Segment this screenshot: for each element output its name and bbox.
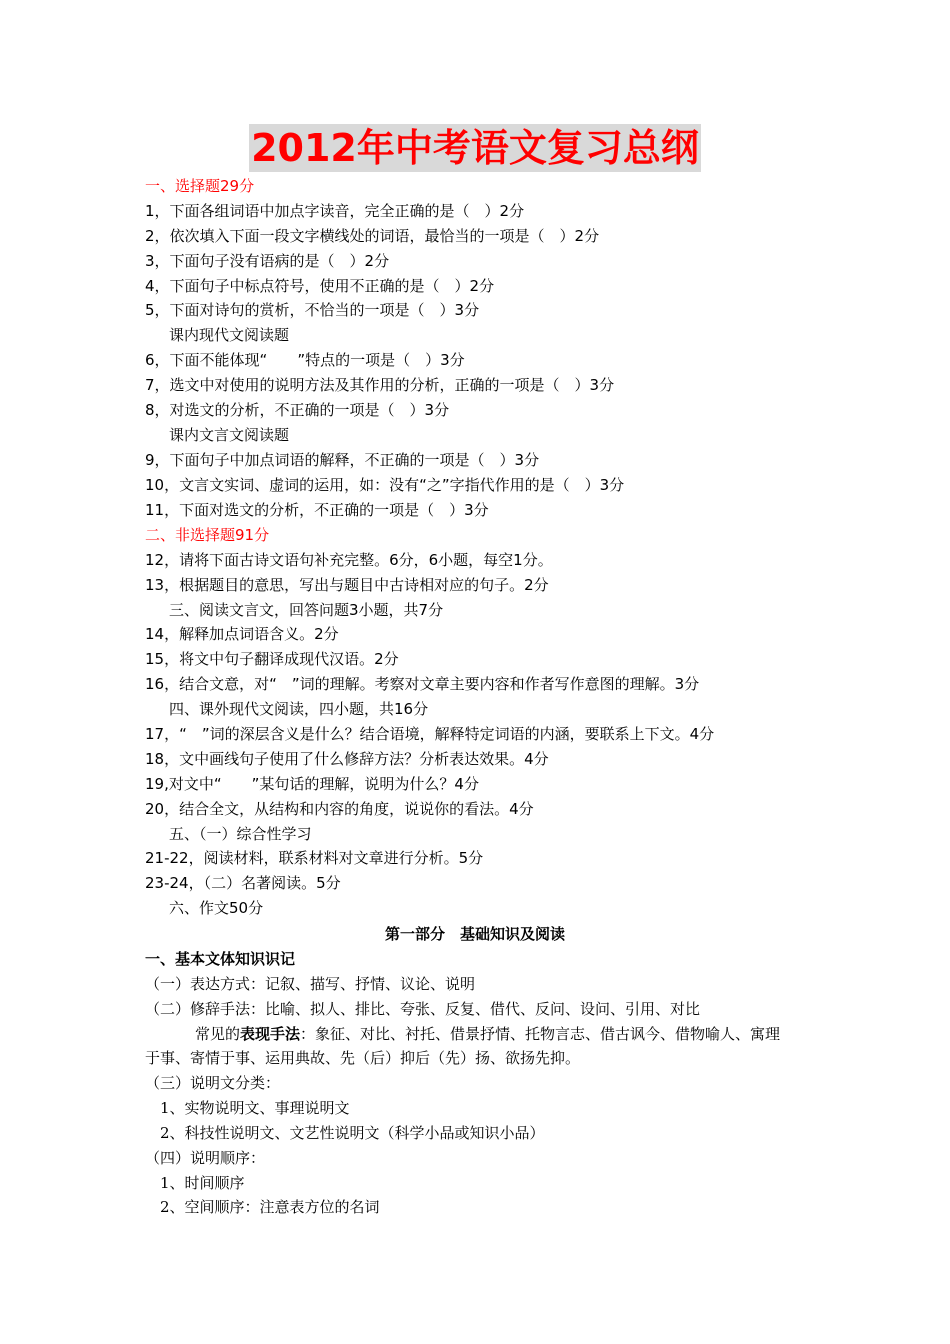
outline-line: 7，选文中对使用的说明方法及其作用的分析，正确的一项是（ ）3分 <box>145 376 615 394</box>
knowledge-line: 2、空间顺序：注意表方位的名词 <box>160 1198 380 1216</box>
knowledge-line: 于事、寄情于事、运用典故、先（后）抑后（先）扬、欲扬先抑。 <box>145 1049 581 1067</box>
outline-subheading: 六、作文50分 <box>169 899 264 917</box>
document-title: 2012年中考语文复习总纲 <box>251 126 699 170</box>
outline-line: 21-22，阅读材料，联系材料对文章进行分析。5分 <box>145 849 484 867</box>
outline-line: 18，文中画线句子使用了什么修辞方法？分析表达效果。4分 <box>145 750 549 768</box>
section-heading-choice: 一、选择题29分 <box>145 177 255 195</box>
outline-line: 16，结合文意，对“ ”词的理解。考察对文章主要内容和作者写作意图的理解。3分 <box>145 675 700 693</box>
outline-subheading: 五、（一）综合性学习 <box>169 825 312 843</box>
knowledge-line <box>195 1024 780 1044</box>
outline-line: 5，下面对诗句的赏析，不恰当的一项是（ ）3分 <box>145 301 480 319</box>
outline-subheading: 三、阅读文言文，回答问题3小题，共7分 <box>169 601 444 619</box>
knowledge-text: 常见的 <box>195 1025 241 1043</box>
knowledge-line: 2、科技性说明文、文艺性说明文（科学小品或知识小品） <box>160 1124 545 1142</box>
outline-line: 6，下面不能体现“ ”特点的一项是（ ）3分 <box>145 351 465 369</box>
outline-line: 23-24，（二）名著阅读。5分 <box>145 874 341 892</box>
outline-line: 19,对文中“ ”某句话的理解，说明为什么？4分 <box>145 775 479 793</box>
knowledge-line: （二）修辞手法：比喻、拟人、排比、夸张、反复、借代、反问、设问、引用、对比 <box>145 1000 701 1018</box>
outline-line: 10，文言文实词、虚词的运用，如：没有“之”字指代作用的是（ ）3分 <box>145 476 625 494</box>
knowledge-line: （三）说明文分类： <box>145 1074 281 1092</box>
outline-line: 20，结合全文，从结构和内容的角度，说说你的看法。4分 <box>145 800 534 818</box>
part-heading: 第一部分 基础知识及阅读 <box>384 925 565 943</box>
title-block <box>0 124 950 172</box>
knowledge-line: 1、实物说明文、事理说明文 <box>160 1099 350 1117</box>
knowledge-heading: 一、基本文体知识识记 <box>145 950 296 968</box>
knowledge-text: ：象征、对比、衬托、借景抒情、托物言志、借古讽今、借物喻人、寓理 <box>300 1025 781 1043</box>
section-heading-nonchoice: 二、非选择题91分 <box>145 526 270 544</box>
outline-line: 14，解释加点词语含义。2分 <box>145 625 339 643</box>
knowledge-line: 1、时间顺序 <box>160 1174 245 1192</box>
outline-line: 15，将文中句子翻译成现代汉语。2分 <box>145 650 399 668</box>
outline-line: 11，下面对选文的分析，不正确的一项是（ ）3分 <box>145 501 489 519</box>
outline-line: 3，下面句子没有语病的是（ ）2分 <box>145 252 390 270</box>
outline-line: 13，根据题目的意思，写出与题目中古诗相对应的句子。2分 <box>145 576 549 594</box>
outline-subheading: 课内文言文阅读题 <box>169 426 290 444</box>
outline-line: 17，“ ”词的深层含义是什么？结合语境，解释特定词语的内涵，要联系上下文。4分 <box>145 725 715 743</box>
outline-line: 2，依次填入下面一段文字横线处的词语，最恰当的一项是（ ）2分 <box>145 227 600 245</box>
knowledge-line: （一）表达方式：记叙、描写、抒情、议论、说明 <box>145 975 476 993</box>
outline-line: 12，请将下面古诗文语句补充完整。6分，6小题，每空1分。 <box>145 551 553 569</box>
outline-line: 1，下面各组词语中加点字读音，完全正确的是（ ）2分 <box>145 202 525 220</box>
knowledge-keyword: 表现手法 <box>240 1025 301 1043</box>
knowledge-line: （四）说明顺序： <box>145 1149 266 1167</box>
outline-line: 4，下面句子中标点符号，使用不正确的是（ ）2分 <box>145 277 495 295</box>
outline-subheading: 课内现代文阅读题 <box>169 326 290 344</box>
outline-subheading: 四、课外现代文阅读，四小题，共16分 <box>169 700 429 718</box>
outline-line: 9，下面句子中加点词语的解释，不正确的一项是（ ）3分 <box>145 451 540 469</box>
outline-line: 8，对选文的分析，不正确的一项是（ ）3分 <box>145 401 450 419</box>
